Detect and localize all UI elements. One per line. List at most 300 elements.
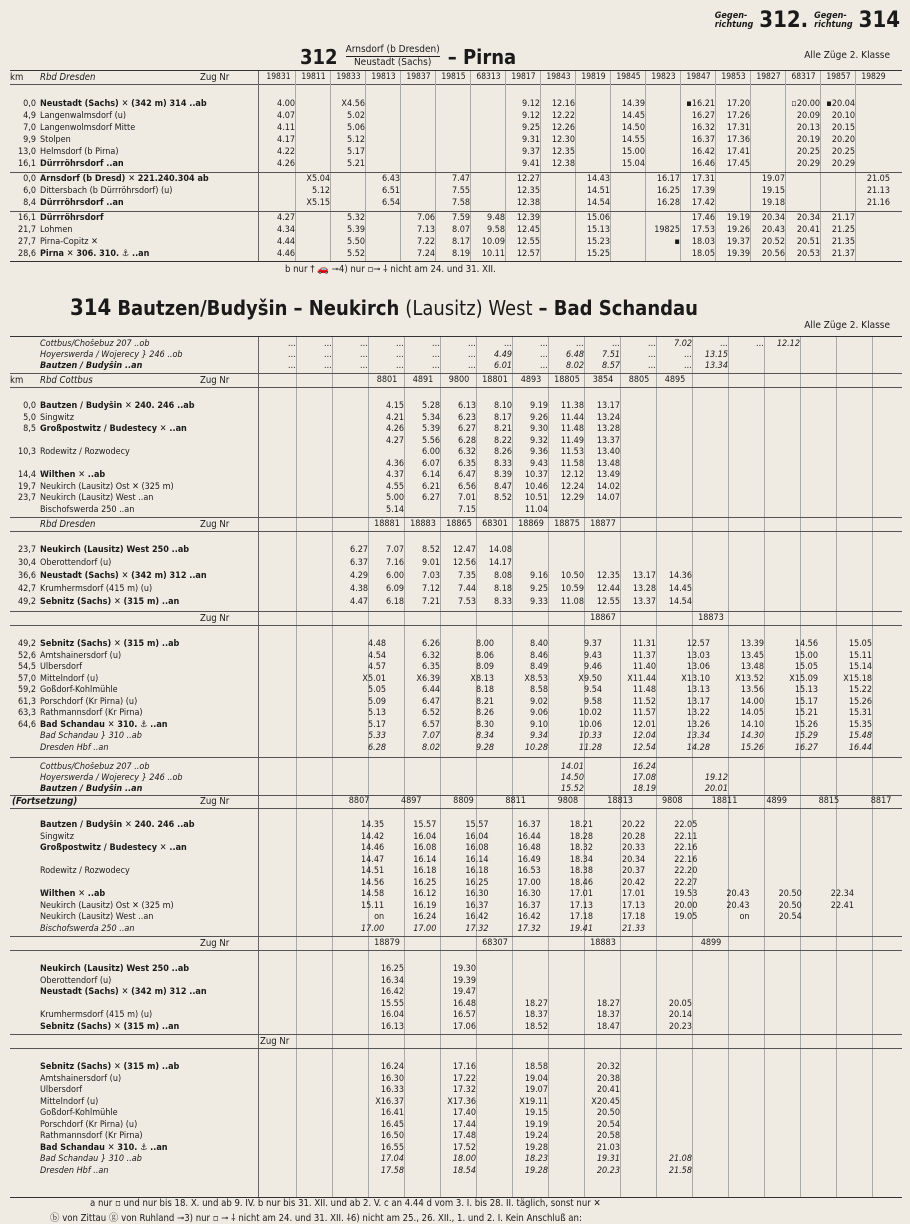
time-cell: 8.17: [451, 237, 470, 247]
time-cell: 8.49: [529, 662, 548, 672]
time-cell: 10.28: [524, 742, 548, 753]
time-cell: 19.28: [524, 1142, 548, 1153]
time-cell: 7.02: [673, 339, 692, 349]
row-station: Mittelndorf (u): [40, 673, 99, 684]
row-station: Neukirch (Lausitz) West 250 ..ab: [40, 964, 190, 974]
time-cell: 18.05: [691, 249, 715, 259]
train-number: 19831: [266, 72, 291, 82]
timetable-row: [10, 820, 902, 831]
time-cell: ...: [468, 361, 476, 371]
train-number: 19817: [511, 72, 536, 82]
time-cell: 8.52: [493, 493, 512, 503]
row-station: Bad Schandau ✕ 310. ⚓ ..an: [40, 719, 168, 730]
time-cell: 13.39: [740, 639, 764, 649]
train-number: 18883: [590, 938, 616, 948]
time-cell: 4.26: [276, 159, 295, 169]
train-number: 19811: [301, 72, 326, 82]
time-cell: 20.53: [796, 249, 820, 259]
time-cell: 16.25: [380, 964, 404, 974]
time-cell: 19.18: [761, 198, 785, 208]
time-cell: 20.41: [796, 225, 820, 235]
zug-nr-label: Zug Nr: [260, 1036, 290, 1047]
time-cell: 4.17: [276, 135, 295, 145]
timetable-row: [10, 697, 902, 708]
time-cell: 13.03: [686, 650, 710, 661]
time-cell: 16.04: [380, 1010, 404, 1020]
time-cell: 17.13: [569, 900, 593, 911]
time-cell: ...: [648, 350, 656, 360]
time-cell: 18.27: [596, 998, 620, 1009]
time-cell: 14.02: [596, 481, 620, 492]
time-cell: 13.37: [596, 435, 620, 446]
time-cell: ...: [648, 339, 656, 349]
timetable-row: [10, 249, 902, 260]
time-cell: 17.31: [726, 123, 750, 133]
time-cell: 16.33: [380, 1085, 404, 1095]
row-km: 8,5: [23, 424, 36, 434]
row-station: Porschdorf (Kr Pirna) (u): [40, 696, 138, 707]
time-cell: 11.53: [560, 447, 584, 457]
title-neukirch: – Neukirch: [293, 296, 400, 320]
time-cell: 17.00: [413, 923, 437, 934]
time-cell: 7.47: [451, 174, 470, 184]
time-cell: 10.51: [524, 493, 548, 503]
time-cell: 14.54: [586, 198, 610, 208]
train-number: 8817: [870, 796, 892, 806]
train-number: 68301: [482, 519, 508, 529]
time-cell: 6.35: [421, 662, 440, 672]
via-top: Arnsdorf (b Dresden): [345, 44, 440, 55]
time-cell: 20.54: [778, 912, 802, 922]
time-cell: 18.54: [452, 1165, 476, 1176]
time-cell: 13.13: [686, 685, 710, 695]
time-cell: 7.22: [416, 237, 435, 247]
time-cell: 15.13: [794, 685, 818, 695]
page-header: [715, 8, 900, 33]
time-cell: 4.46: [276, 249, 295, 259]
time-cell: 7.13: [416, 225, 435, 235]
time-cell: 21.03: [596, 1142, 620, 1153]
time-cell: 15.23: [586, 237, 610, 247]
row-km: 21,7: [17, 225, 36, 235]
time-cell: 6.00: [385, 571, 404, 581]
timetable-row: [10, 1108, 902, 1119]
timetable-row: [10, 413, 902, 424]
time-cell: 9.33: [529, 597, 548, 607]
time-cell: 20.34: [796, 213, 820, 223]
train-number: 18877: [590, 519, 616, 529]
time-cell: 16.42: [691, 147, 715, 157]
train-number: 18805: [554, 375, 580, 385]
table-314-classes: Alle Züge 2. Klasse: [804, 320, 890, 331]
row-km: 16,1: [17, 213, 36, 223]
time-cell: 16.34: [380, 975, 404, 986]
timetable-row: [10, 225, 902, 236]
time-cell: 4.48: [367, 639, 386, 649]
time-cell: 16.46: [691, 159, 715, 169]
time-cell: 14.45: [668, 584, 692, 594]
time-cell: 5.12: [311, 186, 330, 196]
time-cell: 9.58: [583, 696, 602, 707]
train-number: 8811: [505, 796, 526, 806]
time-cell: 9.34: [529, 731, 548, 741]
row-station: Pirna-Copitz ✕: [40, 237, 98, 247]
time-cell: X19.11: [519, 1096, 548, 1107]
time-cell: 4.44: [276, 237, 295, 247]
time-cell: 17.44: [452, 1119, 476, 1130]
time-cell: 22.11: [674, 831, 698, 842]
time-cell: 4.27: [276, 213, 295, 223]
time-cell: X13.10: [681, 673, 710, 684]
time-cell: 14.50: [560, 773, 584, 783]
time-cell: 15.04: [621, 159, 645, 169]
time-cell: 14.43: [586, 174, 610, 184]
time-cell: 19.07: [524, 1085, 548, 1095]
rule-line: [10, 808, 902, 809]
header-label: Rbd Dresden: [40, 72, 96, 83]
row-station: Großpostwitz / Budestecy ✕ ..an: [40, 843, 187, 853]
rule-line: [10, 936, 902, 937]
train-number: 18867: [590, 613, 616, 623]
time-cell: 16.18: [465, 866, 489, 876]
time-cell: ...: [468, 350, 476, 360]
time-cell: 7.53: [457, 597, 476, 607]
time-cell: 20.54: [596, 1119, 620, 1130]
time-cell: 20.50: [778, 889, 802, 899]
time-cell: 8.58: [529, 685, 548, 695]
time-cell: 12.12: [776, 339, 800, 349]
row-station: Oberottendorf (u): [40, 975, 112, 986]
time-cell: 21.05: [866, 174, 890, 184]
time-cell: 16.08: [413, 843, 437, 853]
timetable-row: [10, 186, 902, 197]
time-cell: 16.24: [413, 912, 437, 922]
timetable-row: [10, 111, 902, 122]
time-cell: 15.31: [848, 708, 872, 718]
time-cell: 5.34: [421, 412, 440, 423]
row-km: 54,5: [17, 662, 36, 672]
time-cell: 5.28: [421, 401, 440, 411]
time-cell: 8.39: [493, 470, 512, 480]
time-cell: 12.56: [452, 558, 476, 568]
time-cell: 16.24: [380, 1062, 404, 1072]
rule-line: [10, 950, 902, 951]
time-cell: 20.25: [831, 147, 855, 157]
train-number: 68317: [791, 72, 816, 82]
time-cell: 19.19: [726, 213, 750, 223]
time-cell: ...: [504, 339, 512, 349]
time-cell: 8.30: [475, 719, 494, 730]
time-cell: ...: [288, 361, 296, 371]
row-station: Pirna ✕ 306. 310. ⚓ ..an: [40, 249, 150, 259]
time-cell: 15.22: [848, 685, 872, 695]
row-station: Bad Schandau } 310 ..ab: [40, 1154, 142, 1164]
time-cell: 9.32: [529, 435, 548, 446]
time-cell: 17.04: [380, 1154, 404, 1164]
time-cell: 14.51: [361, 866, 385, 876]
rbd-label: Rbd Dresden: [40, 519, 96, 530]
time-cell: 17.00: [361, 923, 385, 934]
time-cell: 15.26: [740, 742, 764, 753]
time-cell: 5.09: [367, 696, 386, 707]
train-number: 19813: [371, 72, 396, 82]
rule-line: [10, 517, 902, 518]
time-cell: 7.55: [451, 186, 470, 196]
time-cell: 12.30: [551, 135, 575, 145]
time-cell: 13.49: [596, 470, 620, 480]
time-cell: 4.37: [385, 470, 404, 480]
time-cell: 14.56: [361, 877, 385, 888]
time-cell: 5.32: [346, 213, 365, 223]
time-cell: X5.04: [306, 174, 330, 184]
time-cell: 7.35: [457, 571, 476, 581]
row-km: 57,0: [17, 673, 36, 684]
train-number: 18869: [518, 519, 544, 529]
timetable-row: [10, 855, 902, 866]
time-cell: 13.48: [596, 458, 620, 469]
train-number: 4897: [400, 796, 422, 806]
time-cell: 15.06: [586, 213, 610, 223]
time-cell: ...: [360, 339, 368, 349]
footnote-line-2: ⓑ von Zittau ⓖ von Ruhland ⊸3) nur ▫ ⊸ ⸸ nicht am 24. und 31. XII. ⸸6) nicht am 25., 26. XII., 1. und 2. I. Kein Anschluß an:: [50, 1213, 582, 1224]
train-number: 8807: [348, 796, 370, 806]
time-cell: 6.48: [565, 350, 584, 360]
time-cell: 9.16: [529, 571, 548, 581]
time-cell: 6.47: [421, 696, 440, 707]
row-station: Wilthen ✕ ..ab: [40, 470, 106, 480]
row-station: Sebnitz (Sachs) ✕ (315 m) ..ab: [40, 1062, 180, 1072]
row-station: Neukirch (Lausitz) West 250 ..ab: [40, 545, 190, 555]
time-cell: 16.48: [517, 843, 541, 853]
row-km: 0,0: [23, 99, 36, 109]
row-station: Krumhermsdorf (415 m) (u): [40, 1010, 153, 1020]
timetable-row: [10, 1022, 902, 1033]
time-cell: 9.25: [529, 584, 548, 594]
time-cell: 20.01: [704, 784, 728, 794]
time-cell: 19.24: [524, 1131, 548, 1141]
time-cell: 6.09: [385, 584, 404, 594]
time-cell: 19825: [654, 225, 680, 235]
timetable-row: [10, 924, 902, 935]
time-cell: ▪20.04: [826, 99, 855, 109]
time-cell: 14.30: [740, 731, 764, 741]
time-cell: ...: [756, 339, 764, 349]
time-cell: 4.29: [349, 571, 368, 581]
gegenrichtung-label-2: Gegen- richtung: [814, 10, 853, 30]
time-cell: 9.37: [583, 639, 602, 649]
time-cell: 17.32: [452, 1085, 476, 1095]
time-cell: 11.40: [632, 662, 656, 672]
train-number: 18801: [482, 375, 508, 385]
row-km: 36,6: [17, 571, 36, 581]
time-cell: 13.26: [686, 719, 710, 730]
fortsetzung-label: (Fortsetzung): [12, 796, 78, 807]
time-cell: 8.22: [493, 435, 512, 446]
title-bad-schandau: – Bad Schandau: [538, 296, 698, 320]
time-cell: 22.16: [674, 854, 698, 865]
time-cell: 17.48: [452, 1131, 476, 1141]
time-cell: 8.02: [421, 742, 440, 753]
rule-line: [10, 211, 902, 212]
zug-nr-label: Zug Nr: [200, 938, 230, 949]
time-cell: 12.26: [551, 123, 575, 133]
row-station: Krumhermsdorf (415 m) (u): [40, 584, 153, 594]
time-cell: 6.51: [381, 186, 400, 196]
time-cell: 16.44: [517, 831, 541, 842]
time-cell: 19.15: [524, 1108, 548, 1118]
time-cell: 16.37: [517, 900, 541, 911]
time-cell: 9.48: [486, 213, 505, 223]
time-cell: 21.58: [668, 1165, 692, 1176]
time-cell: 17.00: [517, 877, 541, 888]
time-cell: 22.20: [674, 866, 698, 876]
time-cell: 20.20: [831, 135, 855, 145]
time-cell: 18.28: [569, 831, 593, 842]
table-number-312: 312.: [759, 8, 809, 33]
time-cell: 16.49: [517, 854, 541, 865]
time-cell: 4.11: [276, 123, 295, 133]
time-cell: 20.09: [796, 111, 820, 121]
time-cell: 16.50: [380, 1131, 404, 1141]
time-cell: 5.05: [367, 685, 386, 695]
time-cell: 19.47: [452, 987, 476, 997]
time-cell: 12.24: [560, 481, 584, 492]
timetable-row: [10, 720, 902, 731]
timetable-row: [10, 674, 902, 685]
time-cell: 4.27: [385, 435, 404, 446]
train-number: 8815: [818, 796, 840, 806]
time-cell: 19.30: [452, 964, 476, 974]
train-number: 4893: [520, 375, 542, 385]
row-km: 23,7: [17, 545, 36, 555]
time-cell: 17.01: [622, 889, 646, 899]
time-cell: 9.19: [529, 401, 548, 411]
time-cell: 19.19: [524, 1119, 548, 1130]
table-314-title: [70, 296, 698, 321]
time-cell: 14.17: [488, 558, 512, 568]
row-station: Ulbersdorf: [40, 662, 83, 672]
time-cell: 18.21: [569, 820, 593, 830]
header-label: km: [10, 72, 24, 83]
row-km: 4,9: [23, 111, 36, 121]
time-cell: 17.45: [726, 159, 750, 169]
time-cell: 5.00: [385, 493, 404, 503]
title-bautzen: Bautzen/Budyšin: [117, 296, 288, 320]
train-number: 18875: [554, 519, 580, 529]
train-number: 19829: [861, 72, 886, 82]
time-cell: 9.02: [529, 696, 548, 707]
row-km: 59,2: [17, 685, 36, 695]
time-cell: 8.26: [475, 708, 494, 718]
row-km: 42,7: [17, 584, 36, 594]
time-cell: X13.52: [735, 673, 764, 684]
time-cell: 20.52: [761, 237, 785, 247]
row-station: Mittelndorf (u): [40, 1096, 99, 1107]
row-station: Neukirch (Lausitz) West ..an: [40, 493, 154, 503]
time-cell: 5.33: [367, 731, 386, 741]
time-cell: ...: [432, 361, 440, 371]
time-cell: 18.47: [596, 1021, 620, 1032]
row-km: 23,7: [17, 493, 36, 503]
time-cell: 19.39: [726, 249, 750, 259]
time-cell: on: [374, 912, 385, 922]
time-cell: 22.05: [674, 820, 698, 830]
time-cell: 5.14: [385, 504, 404, 515]
timetable-row: [10, 1010, 902, 1021]
time-cell: 18.38: [569, 866, 593, 876]
time-cell: 17.22: [452, 1073, 476, 1084]
row-km: 49,2: [17, 639, 36, 649]
table-312-classes: Alle Züge 2. Klasse: [804, 50, 890, 61]
time-cell: 7.01: [457, 493, 476, 503]
time-cell: 16.04: [413, 831, 437, 842]
time-cell: 5.52: [346, 249, 365, 259]
time-cell: ...: [684, 361, 692, 371]
time-cell: 8.47: [493, 481, 512, 492]
time-cell: 8.02: [565, 361, 584, 371]
time-cell: 15.13: [586, 225, 610, 235]
time-cell: 21.17: [831, 213, 855, 223]
time-cell: 10.11: [481, 249, 505, 259]
time-cell: 19.28: [524, 1165, 548, 1176]
time-cell: 18.23: [524, 1154, 548, 1164]
time-cell: 20.42: [622, 877, 646, 888]
time-cell: 20.43: [726, 900, 750, 911]
time-cell: ...: [324, 361, 332, 371]
row-station: Lohmen: [40, 225, 73, 235]
time-cell: 16.37: [691, 135, 715, 145]
time-cell: 12.01: [632, 719, 656, 730]
time-cell: 18.37: [596, 1010, 620, 1020]
time-cell: 14.36: [668, 571, 692, 581]
timetable-row: [10, 651, 902, 662]
time-cell: 8.21: [493, 424, 512, 434]
time-cell: 19.53: [674, 889, 698, 899]
time-cell: 5.21: [346, 159, 365, 169]
time-cell: 7.58: [451, 198, 470, 208]
time-cell: 15.14: [848, 662, 872, 672]
time-cell: 15.17: [794, 696, 818, 707]
row-station: Großpostwitz / Budestecy ✕ ..an: [40, 424, 187, 434]
time-cell: 14.39: [621, 99, 645, 109]
time-cell: 15.26: [794, 719, 818, 730]
table-312-title: [300, 44, 516, 69]
timetable-row: [10, 493, 902, 504]
time-cell: 4.38: [349, 584, 368, 594]
row-station: Singwitz: [40, 831, 74, 842]
time-cell: 21.35: [831, 237, 855, 247]
time-cell: 16.30: [517, 889, 541, 899]
row-station: Oberottendorf (u): [40, 558, 112, 568]
time-cell: 4.00: [276, 99, 295, 109]
row-station: Neukirch (Lausitz) Ost ✕ (325 m): [40, 900, 174, 911]
time-cell: ...: [684, 350, 692, 360]
row-station: Cottbus/Chošebuz 207 ..ob: [40, 339, 150, 349]
timetable-row: [10, 773, 902, 784]
time-cell: 19.39: [452, 975, 476, 986]
time-cell: 5.06: [346, 123, 365, 133]
timetable-row: [10, 832, 902, 843]
time-cell: 7.06: [416, 213, 435, 223]
time-cell: ...: [432, 339, 440, 349]
time-cell: 16.14: [465, 854, 489, 865]
train-number: 19857: [826, 72, 851, 82]
timetable-row: [10, 1166, 902, 1177]
time-cell: X4.56: [341, 99, 365, 109]
time-cell: 20.50: [596, 1108, 620, 1118]
time-cell: 11.37: [632, 650, 656, 661]
timetable-row: [10, 213, 902, 224]
